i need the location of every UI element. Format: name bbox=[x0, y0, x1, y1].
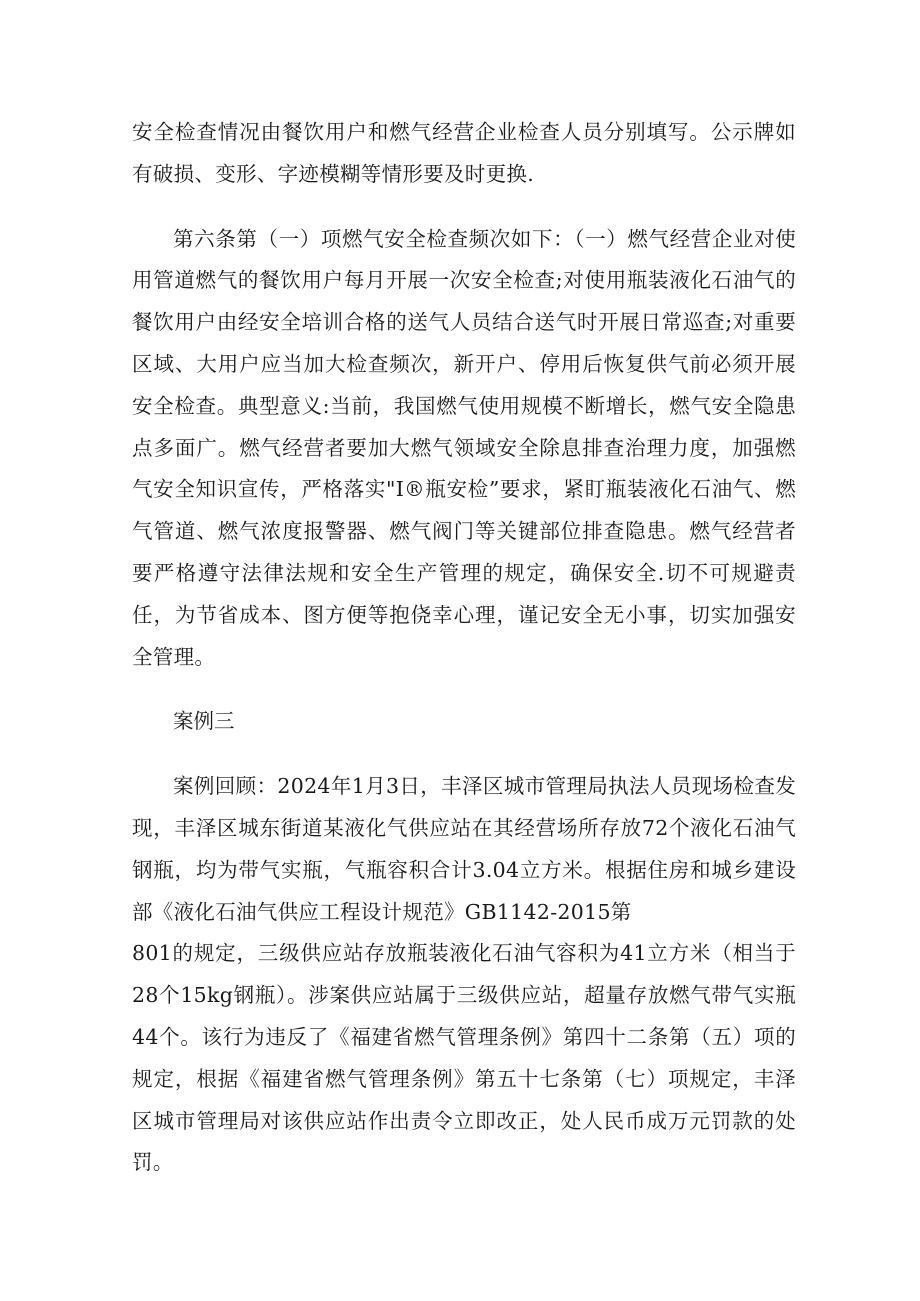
paragraph-case-review: 案例回顾：2024年1月3日，丰泽区城市管理局执法人员现场检查发现，丰泽区城东街道某液化气供应站在其经营场所存放72个液化石油气钢瓶，均为带气实瓶，气瓶容积合计3.04立方米。根据住房和城乡建设部《液化石油气供应工程设计规范》GB1142-2015第 bbox=[132, 774, 796, 924]
paragraph-notice-board: 安全检查情况由餐饮用户和燃气经营企业检查人员分别填写。公示牌如有破损、变形、字迹模糊等情形要及时更换. bbox=[132, 120, 796, 186]
document-body bbox=[132, 112, 796, 1207]
paragraph-case-ruling: 801的规定，三级供应站存放瓶装液化石油气容积为41立方米（相当于28个15kg钢瓶）。涉案供应站属于三级供应站，超量存放燃气带气实瓶44个。该行为违反了《福建省燃气管理条例》第四十二条第（五）项的规定，根据《福建省燃气管理条例》第五十七条第（七）项规定，丰泽区城市管理局对该供应站作出责令立即改正，处人民币成万元罚款的处罚。 bbox=[132, 941, 796, 1175]
case-three-heading: 案例三 bbox=[173, 709, 235, 734]
paragraph-article-six: 第六条第（一）项燃气安全检查频次如下：（一）燃气经营企业对使用管道燃气的餐饮用户每月开展一次安全检查;对使用瓶装液化石油气的餐饮用户由经安全培训合格的送气人员结合送气时开展日常巡查;对重要区域、大用户应当加大检查频次，新开户、停用后恢复供气前必须开展安全检查。典型意义:当前，我国燃气使用规模不断增长，燃气安全隐患点多面广。燃气经营者要加大燃气领域安全除息排查治理力度，加强燃气安全知识宣传，严格落实"I®瓶安检”要求，紧盯瓶装液化石油气、燃气管道、燃气浓度报警器、燃气阀门等关键部位排查隐患。燃气经营者要严格遵守法律法规和安全生产管理的规定，确保安全.切不可规避责任，为节省成本、图方便等抱侥幸心理，谨记安全无小事，切实加强安全管理。 bbox=[132, 226, 796, 669]
